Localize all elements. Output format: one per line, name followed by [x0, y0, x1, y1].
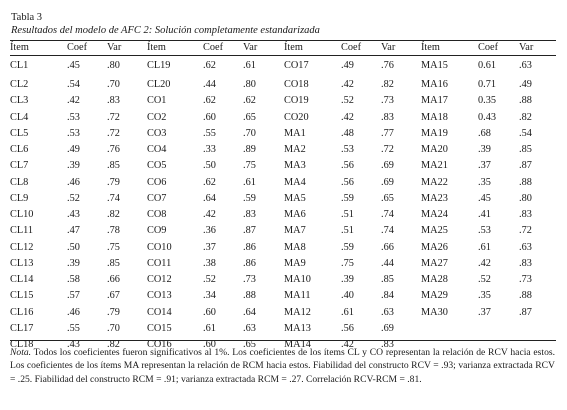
table-cell: .52: [478, 274, 491, 285]
table-cell: MA28: [421, 274, 448, 285]
table-cell: .38: [203, 257, 216, 269]
table-cell: .59: [341, 241, 354, 253]
table-cell: .72: [519, 225, 532, 237]
table-cell: .46: [67, 306, 80, 318]
table-cell: .72: [107, 127, 120, 139]
table-cell: .58: [67, 274, 80, 285]
table-row: [10, 272, 556, 288]
table-cell: .60: [203, 306, 216, 318]
table-cell: .43: [67, 209, 80, 220]
table-cell: .63: [243, 322, 256, 334]
table-cell: MA5: [284, 192, 306, 204]
table-cell: .62: [203, 176, 216, 188]
table-cell: .83: [381, 339, 394, 350]
table-cell: MA1: [284, 127, 306, 139]
table-cell: MA27: [421, 257, 448, 269]
table-row: [10, 126, 556, 142]
table-cell: 0.35: [478, 95, 497, 107]
table-cell: .87: [519, 160, 532, 172]
table-cell: .50: [67, 241, 80, 253]
table-cell: CO4: [147, 144, 167, 155]
table-cell: .88: [519, 290, 532, 302]
table-cell: .50: [203, 160, 216, 172]
table-cell: .45: [478, 192, 491, 204]
table-cell: MA21: [421, 160, 448, 172]
table-cell: .84: [381, 290, 394, 302]
table-cell: CO6: [147, 176, 167, 188]
table-row: [10, 207, 556, 223]
table-row: [10, 110, 556, 126]
table-cell: .66: [107, 274, 120, 285]
table-cell: .82: [381, 79, 394, 90]
table-cell: .34: [203, 290, 216, 302]
table-cell: .49: [67, 144, 80, 155]
table-cell: .49: [341, 60, 354, 71]
table-cell: .80: [519, 192, 532, 204]
table-cell: .61: [341, 306, 354, 318]
table-cell: CO15: [147, 322, 172, 334]
table-cell: .47: [67, 225, 80, 237]
table-note: [10, 346, 555, 386]
table-cell: MA18: [421, 111, 448, 123]
table-row: [10, 142, 556, 158]
table-cell: .69: [381, 322, 394, 334]
table-cell: [478, 321, 519, 337]
table-cell: CL4: [10, 111, 29, 123]
table-number: Tabla 3: [11, 12, 43, 23]
table-cell: .76: [107, 144, 120, 155]
table-cell: .57: [67, 290, 80, 302]
table-cell: CO8: [147, 209, 167, 220]
table-cell: .61: [203, 322, 216, 334]
table-row: [10, 256, 556, 272]
table-cell: .61: [243, 60, 256, 71]
table-cell: .39: [478, 144, 491, 155]
table-cell: .83: [381, 111, 394, 123]
table-cell: .64: [203, 192, 216, 204]
table-cell: MA6: [284, 209, 306, 220]
table-cell: .63: [519, 241, 532, 253]
column-header: Var: [243, 42, 258, 53]
table-cell: MA30: [421, 306, 448, 318]
table-cell: MA19: [421, 127, 448, 139]
table-cell: .53: [67, 127, 80, 139]
table-title: Resultados del modelo de AFC 2: Solución completamente estandarizada: [11, 25, 320, 36]
header-row: [10, 41, 556, 55]
table-cell: MA26: [421, 241, 448, 253]
table-cell: .82: [519, 111, 532, 123]
table-cell: .54: [67, 79, 80, 90]
table-cell: CO5: [147, 160, 167, 172]
table-cell: MA2: [284, 144, 306, 155]
table-cell: .69: [381, 160, 394, 172]
table-cell: CL3: [10, 95, 29, 107]
table-cell: .36: [203, 225, 216, 237]
table-cell: CL19: [147, 60, 171, 71]
table-cell: .61: [243, 176, 256, 188]
table-cell: .42: [341, 79, 354, 90]
table-cell: MA25: [421, 225, 448, 237]
table-cell: 0.43: [478, 111, 497, 123]
table-cell: CL2: [10, 79, 29, 90]
table-cell: .85: [381, 274, 394, 285]
table-cell: MA22: [421, 176, 448, 188]
table-cell: MA16: [421, 79, 448, 90]
table-cell: .44: [203, 79, 216, 90]
table-cell: .60: [203, 339, 216, 350]
table-cell: .42: [203, 209, 216, 220]
table-cell: CL14: [10, 274, 34, 285]
table-cell: .53: [341, 144, 354, 155]
table-cell: .39: [67, 257, 80, 269]
table-cell: .55: [203, 127, 216, 139]
table-cell: CL18: [10, 339, 34, 350]
column-header: Var: [381, 42, 396, 53]
column-header: Ítem: [284, 42, 303, 53]
table-cell: MA20: [421, 144, 448, 155]
table-cell: .33: [203, 144, 216, 155]
table-cell: .85: [519, 144, 532, 155]
table-cell: MA13: [284, 322, 311, 334]
table-cell: MA29: [421, 290, 448, 302]
table-cell: .89: [243, 144, 256, 155]
table-cell: .37: [203, 241, 216, 253]
table-cell: .80: [107, 60, 120, 71]
table-cell: CO20: [284, 111, 309, 123]
table-cell: .86: [243, 257, 256, 269]
table-cell: .70: [107, 79, 120, 90]
table-cell: .72: [107, 111, 120, 123]
table-cell: CO14: [147, 306, 172, 318]
table-cell: MA12: [284, 306, 311, 318]
table-cell: .68: [478, 127, 491, 139]
table-cell: CO17: [284, 60, 309, 71]
column-header: Ítem: [10, 42, 29, 53]
table-cell: CO1: [147, 95, 167, 107]
table-row: [10, 321, 556, 337]
table-cell: .75: [107, 241, 120, 253]
table-cell: .62: [243, 95, 256, 107]
table-row: [10, 288, 556, 304]
table-cell: .42: [341, 111, 354, 123]
table-cell: MA7: [284, 225, 306, 237]
table-cell: CO10: [147, 241, 172, 253]
table-cell: .76: [381, 60, 394, 71]
column-header: Coef: [67, 42, 88, 53]
table-body: [10, 55, 556, 353]
table-cell: CL8: [10, 176, 29, 188]
table-cell: .65: [243, 111, 256, 123]
table-cell: 0.61: [478, 60, 497, 71]
table-cell: CO2: [147, 111, 167, 123]
table-cell: .88: [243, 290, 256, 302]
table-cell: .59: [341, 192, 354, 204]
table-cell: .35: [478, 290, 491, 302]
table-cell: CL6: [10, 144, 29, 155]
table-cell: .37: [478, 160, 491, 172]
table-cell: .83: [519, 257, 532, 269]
table-cell: .60: [203, 111, 216, 123]
table-cell: .65: [381, 192, 394, 204]
column-header: Coef: [478, 42, 499, 53]
table-cell: .82: [107, 339, 120, 350]
results-table: [10, 41, 556, 353]
table-cell: .70: [243, 127, 256, 139]
table-cell: .52: [341, 95, 354, 107]
table-cell: CO12: [147, 274, 172, 285]
table-row: [10, 175, 556, 191]
table-cell: .72: [381, 144, 394, 155]
table-cell: MA8: [284, 241, 306, 253]
table-cell: .65: [243, 339, 256, 350]
table-cell: .63: [381, 306, 394, 318]
table-row: [10, 305, 556, 321]
table-cell: .48: [341, 127, 354, 139]
column-header: Coef: [341, 42, 362, 53]
table-cell: .69: [381, 176, 394, 188]
table-cell: CO19: [284, 95, 309, 107]
table-cell: CL11: [10, 225, 34, 237]
table-cell: MA4: [284, 176, 306, 188]
table-cell: .46: [67, 176, 80, 188]
table-cell: [421, 321, 478, 337]
table-cell: .62: [203, 95, 216, 107]
table-cell: .52: [203, 274, 216, 285]
table-cell: CL15: [10, 290, 34, 302]
table-cell: .42: [478, 257, 491, 269]
table-cell: .82: [107, 209, 120, 220]
table-cell: .70: [107, 322, 120, 334]
table-cell: .66: [381, 241, 394, 253]
table-cell: .73: [243, 274, 256, 285]
table-row: [10, 223, 556, 239]
table-cell: CL7: [10, 160, 29, 172]
column-header: Var: [107, 42, 122, 53]
table-cell: .67: [107, 290, 120, 302]
table-cell: .62: [203, 60, 216, 71]
table-cell: .80: [243, 79, 256, 90]
table-cell: .45: [67, 60, 80, 71]
table-cell: .85: [107, 257, 120, 269]
table-cell: CO16: [147, 339, 172, 350]
table-cell: MA3: [284, 160, 306, 172]
table-cell: CO11: [147, 257, 172, 269]
table-cell: MA11: [284, 290, 311, 302]
table-cell: CL12: [10, 241, 34, 253]
table-cell: CL9: [10, 192, 29, 204]
table-cell: .87: [243, 225, 256, 237]
table-cell: CO9: [147, 225, 167, 237]
table-cell: .56: [341, 176, 354, 188]
table-cell: .73: [381, 95, 394, 107]
table-cell: .79: [107, 306, 120, 318]
table-cell: CL1: [10, 60, 29, 71]
table-cell: MA17: [421, 95, 448, 107]
column-header: Var: [519, 42, 534, 53]
table-cell: .87: [519, 306, 532, 318]
table-cell: .42: [341, 339, 354, 350]
table-cell: MA24: [421, 209, 448, 220]
table-cell: CL16: [10, 306, 34, 318]
table-cell: .86: [243, 241, 256, 253]
table-cell: CL5: [10, 127, 29, 139]
table-row: [10, 93, 556, 109]
table-row: [10, 158, 556, 174]
table-cell: .55: [67, 322, 80, 334]
table-cell: CO13: [147, 290, 172, 302]
table-cell: .79: [107, 176, 120, 188]
table-cell: MA15: [421, 60, 448, 71]
table-row: [10, 77, 556, 93]
table-cell: .35: [478, 176, 491, 188]
table-cell: 0.71: [478, 79, 497, 90]
table-cell: .37: [478, 306, 491, 318]
table-cell: CL13: [10, 257, 34, 269]
table-cell: .44: [381, 257, 394, 269]
table-cell: .64: [243, 306, 256, 318]
note-text: Todos los coeficientes fueron significativos al 1%. Los coeficientes de los ítems CL y CO representan la relación de RCV hacia estos. Los coeficientes de los ítems MA representan la relación de RCM hacia estos. Fiabilidad del constructo RCV = .93; varianza extractada RCV = .25. Fiabilidad del constructo RCM = .91; varianza extractada RCM = .27. Correlación RCV-RCM = .81.: [10, 347, 555, 385]
table-cell: .53: [67, 111, 80, 123]
table-cell: .56: [341, 160, 354, 172]
table-cell: MA9: [284, 257, 306, 269]
table-cell: [519, 321, 556, 337]
table-cell: .83: [107, 95, 120, 107]
table-cell: MA23: [421, 192, 448, 204]
column-header: Coef: [203, 42, 224, 53]
table-row: [10, 191, 556, 207]
table-cell: MA10: [284, 274, 311, 285]
table-cell: CL20: [147, 79, 171, 90]
bottom-rule: [10, 340, 556, 341]
table-row: [10, 55, 556, 77]
note-lead: Nota.: [10, 347, 32, 358]
table-row: [10, 240, 556, 256]
table-cell: .59: [243, 192, 256, 204]
table-cell: .85: [107, 160, 120, 172]
table-cell: .53: [478, 225, 491, 237]
table-cell: .40: [341, 290, 354, 302]
table-cell: .51: [341, 209, 354, 220]
table-cell: .78: [107, 225, 120, 237]
table-cell: .77: [381, 127, 394, 139]
table-cell: CL10: [10, 209, 34, 220]
table-cell: .73: [519, 274, 532, 285]
table-cell: CO7: [147, 192, 167, 204]
table-cell: .74: [381, 209, 394, 220]
table-cell: .39: [67, 160, 80, 172]
table-cell: .83: [519, 209, 532, 220]
table-cell: .61: [478, 241, 491, 253]
table-cell: .49: [519, 79, 532, 90]
table-cell: .74: [107, 192, 120, 204]
table-cell: CO3: [147, 127, 167, 139]
table-cell: MA14: [284, 339, 311, 350]
table-cell: .52: [67, 192, 80, 204]
table-cell: CL17: [10, 322, 34, 334]
table-cell: .88: [519, 176, 532, 188]
column-header: Ítem: [421, 42, 440, 53]
column-header: Ítem: [147, 42, 166, 53]
table-cell: .42: [67, 95, 80, 107]
table-cell: .43: [67, 339, 80, 350]
table-cell: .39: [341, 274, 354, 285]
table-cell: CO18: [284, 79, 309, 90]
table-cell: .51: [341, 225, 354, 237]
table-cell: .88: [519, 95, 532, 107]
table-cell: .75: [243, 160, 256, 172]
table-cell: .56: [341, 322, 354, 334]
table-cell: .41: [478, 209, 491, 220]
table-cell: .54: [519, 127, 532, 139]
table-cell: .75: [341, 257, 354, 269]
table-cell: .74: [381, 225, 394, 237]
table-cell: .83: [243, 209, 256, 220]
table-cell: .63: [519, 60, 532, 71]
